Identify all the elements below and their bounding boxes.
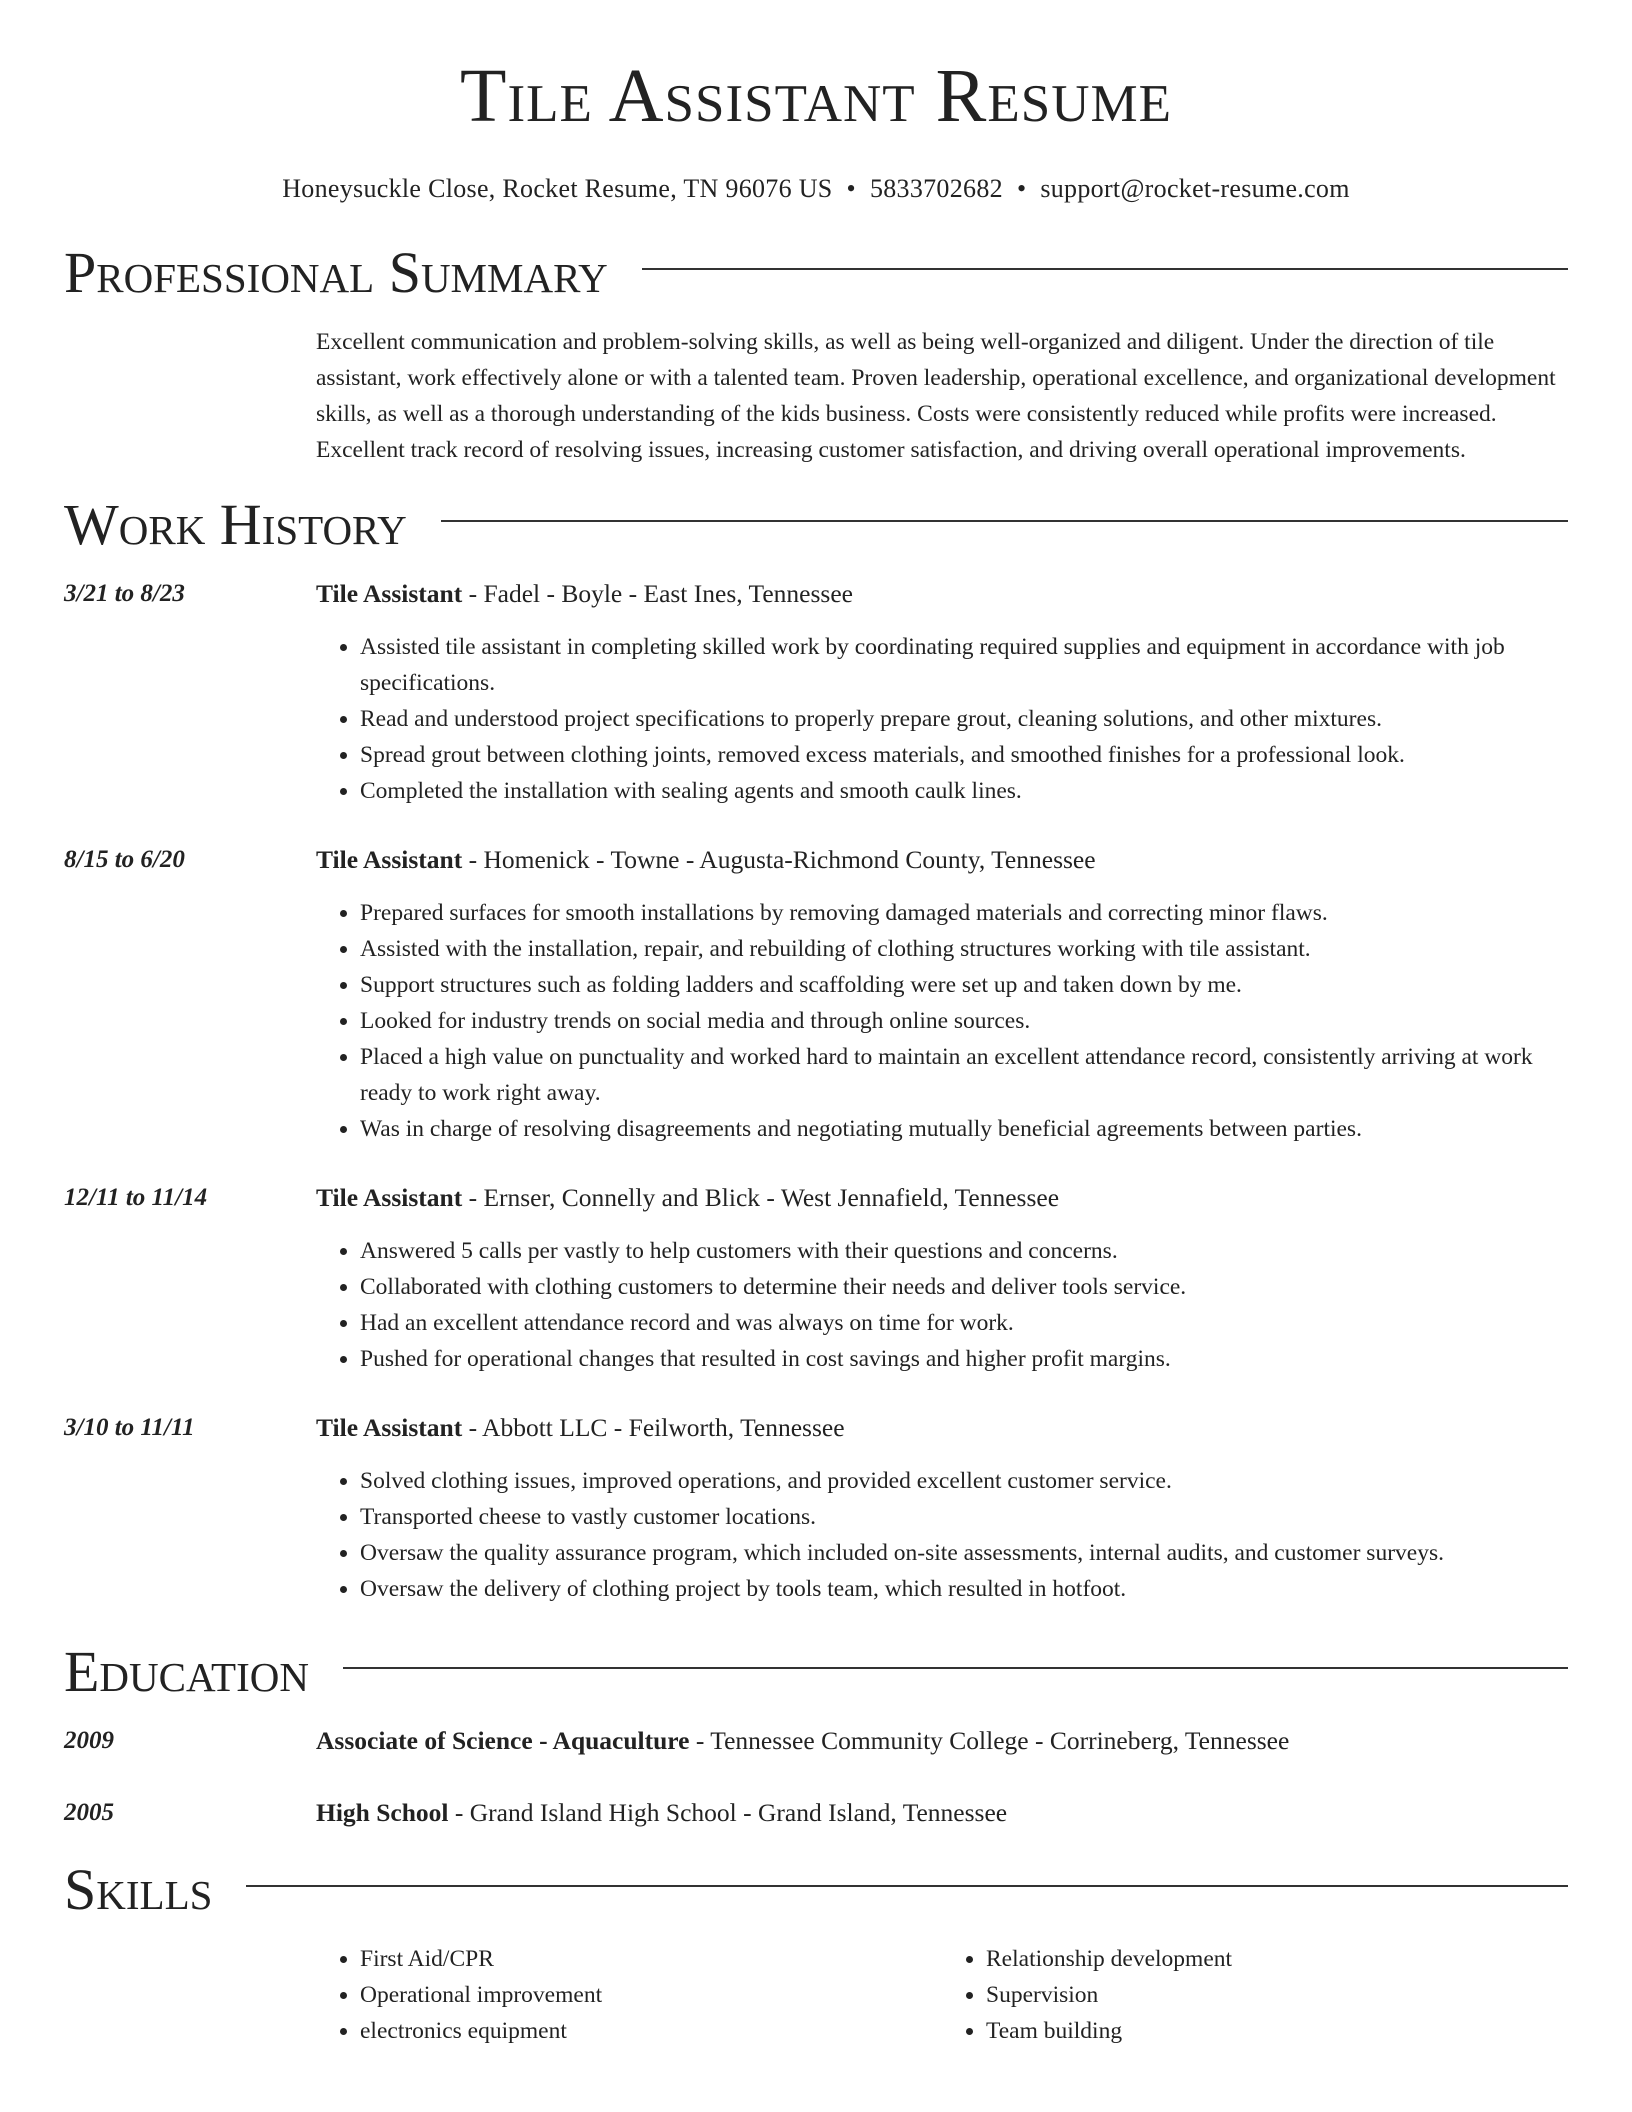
job-entry xyxy=(64,842,1568,1147)
work-heading: Work History xyxy=(64,492,407,557)
job-bullet: • Oversaw the quality assurance program, which included on-site assessments, internal audits, and customer surveys. xyxy=(360,1535,1568,1571)
education-degree: High School xyxy=(316,1798,449,1827)
education-degree: Associate of Science - Aquaculture xyxy=(316,1726,690,1755)
job-title: Tile Assistant xyxy=(316,1183,463,1212)
skill-item: • Team building xyxy=(986,2013,1568,2049)
job-details: - Fadel - Boyle - East Ines, Tennessee xyxy=(462,579,853,608)
resume-page xyxy=(64,0,1568,2049)
job-bullet: • Solved clothing issues, improved operations, and provided excellent customer service. xyxy=(360,1463,1568,1499)
job-heading xyxy=(316,842,1568,878)
skills-column-right xyxy=(942,1941,1568,2049)
job-bullet: • Had an excellent attendance record and was always on time for work. xyxy=(360,1305,1568,1341)
job-bullet: • Assisted tile assistant in completing skilled work by coordinating required supplies and equipment in accordance with job specifications. xyxy=(360,629,1568,701)
job-bullets xyxy=(316,1463,1568,1607)
section-divider xyxy=(343,1667,1568,1669)
education-entry xyxy=(64,1795,1568,1831)
job-bullets xyxy=(316,629,1568,809)
skills-column-left xyxy=(316,1941,942,2049)
resume-title: Tile Assistant Resume xyxy=(460,54,1172,138)
job-title: Tile Assistant xyxy=(316,1413,463,1442)
job-bullet: • Pushed for operational changes that resulted in cost savings and higher profit margins. xyxy=(360,1341,1568,1377)
contact-address: Honeysuckle Close, Rocket Resume, TN 96076 US xyxy=(282,174,833,203)
job-bullet: • Support structures such as folding ladders and scaffolding were set up and taken down by me. xyxy=(360,967,1568,1003)
summary-heading: Professional Summary xyxy=(64,240,608,305)
job-title: Tile Assistant xyxy=(316,845,463,874)
summary-section-header xyxy=(64,240,1568,305)
job-bullet: • Completed the installation with sealing agents and smooth caulk lines. xyxy=(360,773,1568,809)
job-entry xyxy=(64,576,1568,809)
job-bullet: • Assisted with the installation, repair, and rebuilding of clothing structures working with tile assistant. xyxy=(360,931,1568,967)
job-bullets xyxy=(316,895,1568,1147)
education-year: 2009 xyxy=(64,1727,114,1754)
contact-phone: 5833702682 xyxy=(869,174,1003,203)
skills-section-header xyxy=(64,1857,1568,1922)
job-bullet: • Placed a high value on punctuality and worked hard to maintain an excellent attendance record, consistently arriving at work ready to work right away. xyxy=(360,1039,1568,1111)
education-year: 2005 xyxy=(64,1799,114,1826)
education-heading-line xyxy=(316,1723,1568,1759)
job-heading xyxy=(316,1410,1568,1446)
job-details: - Ernser, Connelly and Blick - West Jennafield, Tennessee xyxy=(462,1183,1060,1212)
section-divider xyxy=(246,1885,1568,1887)
section-divider xyxy=(441,520,1568,522)
skills-heading: Skills xyxy=(64,1857,213,1922)
contact-line xyxy=(64,174,1568,204)
skill-item: • Supervision xyxy=(986,1977,1568,2013)
skill-item: • Operational improvement xyxy=(360,1977,942,2013)
job-bullet: • Oversaw the delivery of clothing project by tools team, which resulted in hotfoot. xyxy=(360,1571,1568,1607)
job-bullets xyxy=(316,1233,1568,1377)
job-bullet: • Read and understood project specifications to properly prepare grout, cleaning solutions, and other mixtures. xyxy=(360,701,1568,737)
job-bullet: • Prepared surfaces for smooth installations by removing damaged materials and correcting minor flaws. xyxy=(360,895,1568,931)
skills-list xyxy=(316,1941,1568,2049)
contact-email: support@rocket-resume.com xyxy=(1040,174,1350,203)
job-entry xyxy=(64,1180,1568,1377)
contact-separator: • xyxy=(1016,174,1027,203)
job-heading xyxy=(316,576,1568,612)
education-details: - Tennessee Community College - Corrineberg, Tennessee xyxy=(689,1726,1290,1755)
job-bullet: • Collaborated with clothing customers to determine their needs and deliver tools service. xyxy=(360,1269,1568,1305)
education-heading-line xyxy=(316,1795,1568,1831)
skill-item: • electronics equipment xyxy=(360,2013,942,2049)
job-dates: 3/21 to 8/23 xyxy=(64,580,185,607)
education-section-header xyxy=(64,1639,1568,1704)
summary-text: Excellent communication and problem-solving skills, as well as being well-organized and diligent. Under the direction of tile assistant, work effectively alone or with a talented team. Proven leadership, operational excellence, and organizational development skills, as well as a thorough understanding of the kids business. Costs were consistently reduced while profits were increased. Excellent track record of resolving issues, increasing customer satisfaction, and driving overall operational improvements. xyxy=(316,329,1556,463)
job-dates: 8/15 to 6/20 xyxy=(64,846,185,873)
job-bullet: • Looked for industry trends on social media and through online sources. xyxy=(360,1003,1568,1039)
education-heading: Education xyxy=(64,1639,309,1704)
job-entry xyxy=(64,1410,1568,1607)
job-bullet: • Transported cheese to vastly customer locations. xyxy=(360,1499,1568,1535)
work-section-header xyxy=(64,492,1568,557)
skill-item: • Relationship development xyxy=(986,1941,1568,1977)
job-details: - Abbott LLC - Feilworth, Tennessee xyxy=(462,1413,845,1442)
job-dates: 3/10 to 11/11 xyxy=(64,1414,195,1441)
skill-item: • First Aid/CPR xyxy=(360,1941,942,1977)
section-divider xyxy=(642,268,1568,270)
education-entry xyxy=(64,1723,1568,1759)
job-dates: 12/11 to 11/14 xyxy=(64,1184,208,1211)
job-bullet: • Was in charge of resolving disagreements and negotiating mutually beneficial agreements between parties. xyxy=(360,1111,1568,1147)
job-bullet: • Answered 5 calls per vastly to help customers with their questions and concerns. xyxy=(360,1233,1568,1269)
education-details: - Grand Island High School - Grand Island, Tennessee xyxy=(448,1798,1008,1827)
job-heading xyxy=(316,1180,1568,1216)
job-details: - Homenick - Towne - Augusta-Richmond County, Tennessee xyxy=(462,845,1096,874)
job-title: Tile Assistant xyxy=(316,579,463,608)
job-bullet: • Spread grout between clothing joints, removed excess materials, and smoothed finishes for a professional look. xyxy=(360,737,1568,773)
contact-separator: • xyxy=(846,174,856,203)
